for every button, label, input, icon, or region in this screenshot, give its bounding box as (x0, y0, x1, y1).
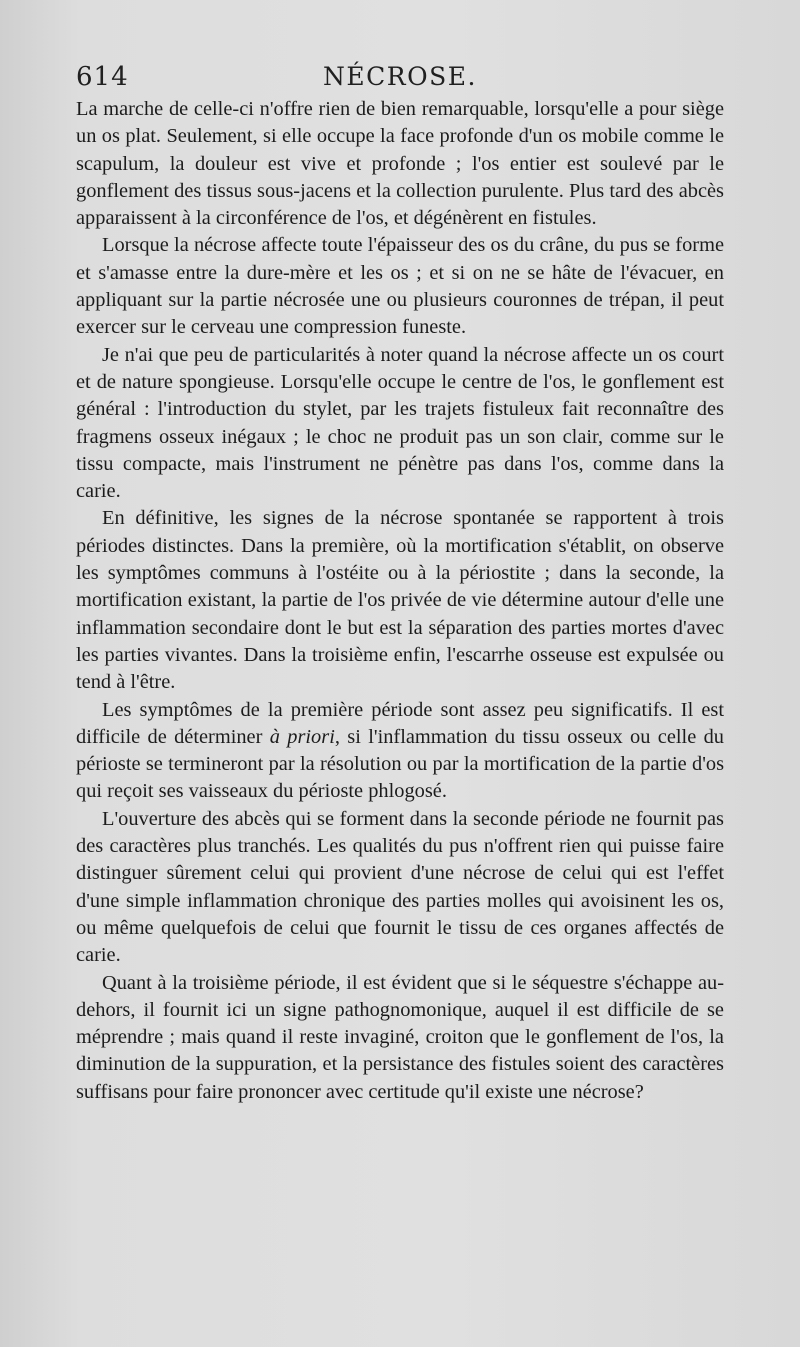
paragraph: En définitive, les signes de la nécrose spontanée se rapportent à trois périodes distinctes. Dans la première, où la mortification s'établit, on observe les symptômes communs à l'ostéite ou à la périostite ; dans la seconde, la mortification existant, la partie de l'os privée de vie détermine autour d'elle une inflammation secondaire dont le but est la séparation des parties mortes d'avec les parties vivantes. Dans la troisième enfin, l'escarrhe osseuse est expulsée ou tend à l'être. (76, 507, 724, 694)
paragraph (76, 697, 724, 806)
paragraph-text: , si l'inflammation du tissu osseux ou celle du périoste se termineront par la résolution ou par la mortification de la partie d'os qui reçoit ses vaisseaux du périoste phlogosé. (76, 725, 724, 803)
paragraph: L'ouverture des abcès qui se forment dans la seconde période ne fournit pas des caractères plus tranchés. Les qualités du pus n'offrent rien qui puisse faire distinguer sûrement celui qui provient d'une nécrose de celui qui est l'effet d'une simple inflammation chronique des parties molles qui avoisinent les os, ou même quelquefois de celui que fournit le tissu de ces organes affectés de carie. (76, 807, 724, 967)
page-header (76, 54, 724, 94)
italic-phrase: à priori (269, 725, 335, 748)
paragraph-text: Les symptômes de la première période sont assez peu significatifs. Il est difficile de déterminer (76, 698, 724, 748)
paragraph: Lorsque la nécrose affecte toute l'épaisseur des os du crâne, du pus se forme et s'amasse entre la dure-mère et les os ; et si on ne se hâte de l'évacuer, en appliquant sur la partie nécrosée une ou plusieurs couronnes de trépan, il peut exercer sur le cerveau une compression funeste. (76, 234, 724, 339)
paragraph: Quant à la troisième période, il est évident que si le séquestre s'échappe au-dehors, il fournit ici un signe pathognomonique, auquel il est difficile de se méprendre ; mais quand il reste invaginé, croiton que le gonflement de l'os, la diminution de la suppuration, et la persistance des fistules soient des caractères suffisans pour faire prononcer avec certitude qu'il existe une nécrose? (76, 971, 724, 1103)
running-head: NÉCROSE. (323, 62, 477, 91)
paragraph: Je n'ai que peu de particularités à noter quand la nécrose affecte un os court et de nature spongieuse. Lorsqu'elle occupe le centre de l'os, le gonflement est général : l'introduction du stylet, par les trajets fistuleux fait reconnaître des fragmens osseux inégaux ; le choc ne produit pas un son clair, comme sur le tissu compacte, mais l'instrument ne pénètre pas dans l'os, comme dans la carie. (76, 343, 724, 503)
body-text (76, 96, 724, 1106)
page-number: 614 (76, 62, 129, 92)
paragraph: La marche de celle-ci n'offre rien de bien remarquable, lorsqu'elle a pour siège un os plat. Seulement, si elle occupe la face profonde d'un os mobile comme le scapulum, la douleur est vive et profonde ; l'os entier est soulevé par le gonflement des tissus sous-jacens et la collection purulente. Plus tard des abcès apparaissent à la circonférence de l'os, et dégénèrent en fistules. (76, 98, 724, 230)
